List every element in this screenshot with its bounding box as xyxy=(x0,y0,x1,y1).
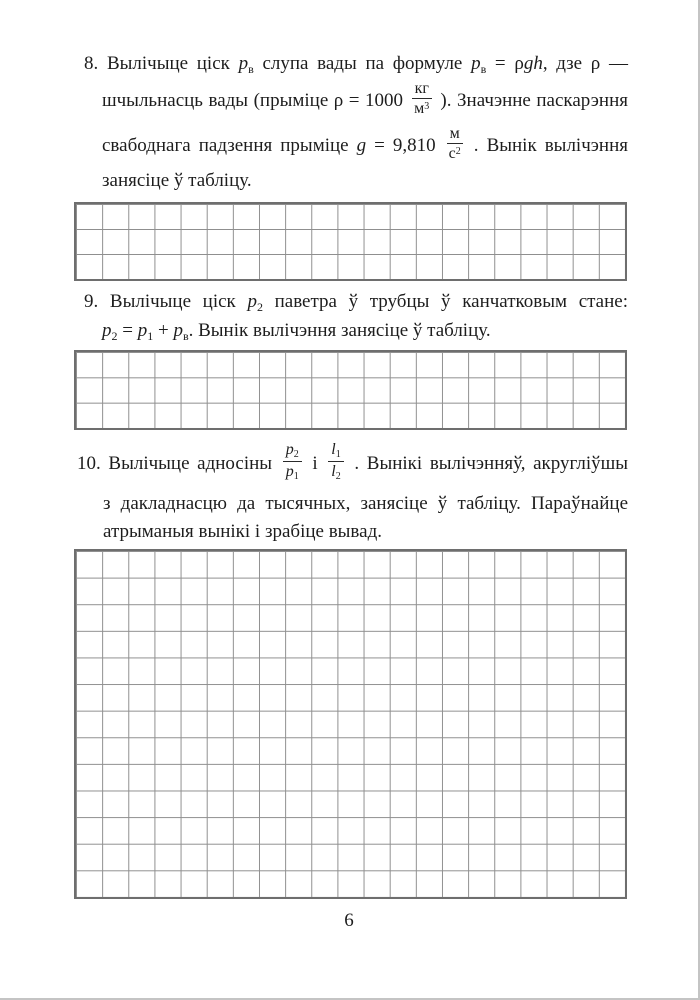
exercise-9-line-2: $p_2 = p_1 + p_в$. Вынік вылічэння занясіце ў табліцу. xyxy=(102,320,491,343)
exercise-8-line-2: шчыльнасць вады (прыміце ρ = 1000 $\frac{кг}{м^3}$ ). Значэнне паскарэння xyxy=(102,79,629,118)
exercise-10-line-3: атрыманыя вынікі і зрабіце вывад. xyxy=(103,521,383,542)
exercise-8-line-1: 8. Вылічыце ціск $p_в$ слупа вады па формуле $p_в = \rho gh$, дзе ρ — xyxy=(84,53,628,76)
exercise-10-line-1: 10. Вылічыце адносіны $\frac{p2}{p1}$ і $\frac{l1}{l2}$ . Вынікі вылічэнняў, акругліўшы xyxy=(77,441,628,483)
fraction: $\frac{l1}{l2}$ xyxy=(328,441,343,482)
fraction: $\frac{м}{с^2}$ xyxy=(447,125,463,163)
exercise-10 xyxy=(77,438,628,546)
answer-grid-exercise-10 xyxy=(74,549,627,899)
exercise-8 xyxy=(84,50,628,194)
answer-grid-exercise-9 xyxy=(74,350,627,430)
fraction: $\frac{кг}{м^3}$ xyxy=(412,80,432,118)
answer-grid-exercise-8 xyxy=(74,202,627,281)
exercise-10-line-2: з дакладнасцю да тысячных, занясіце ў табліцу. Параўнайце xyxy=(103,493,628,514)
page-number: 6 xyxy=(344,910,354,931)
fraction: $\frac{p2}{p1}$ xyxy=(283,441,302,482)
exercise-9 xyxy=(84,288,628,346)
exercise-8-line-4: занясіце ў табліцу. xyxy=(102,170,252,191)
exercise-9-line-1: 9. Вылічыце ціск $p_2$ паветра ў трубцы ў канчатковым стане: xyxy=(84,291,628,314)
exercise-8-line-3: свабоднага падзення прыміце g = 9,810 $\frac{м}{с^2}$ . Вынік вылічэння xyxy=(102,124,628,163)
